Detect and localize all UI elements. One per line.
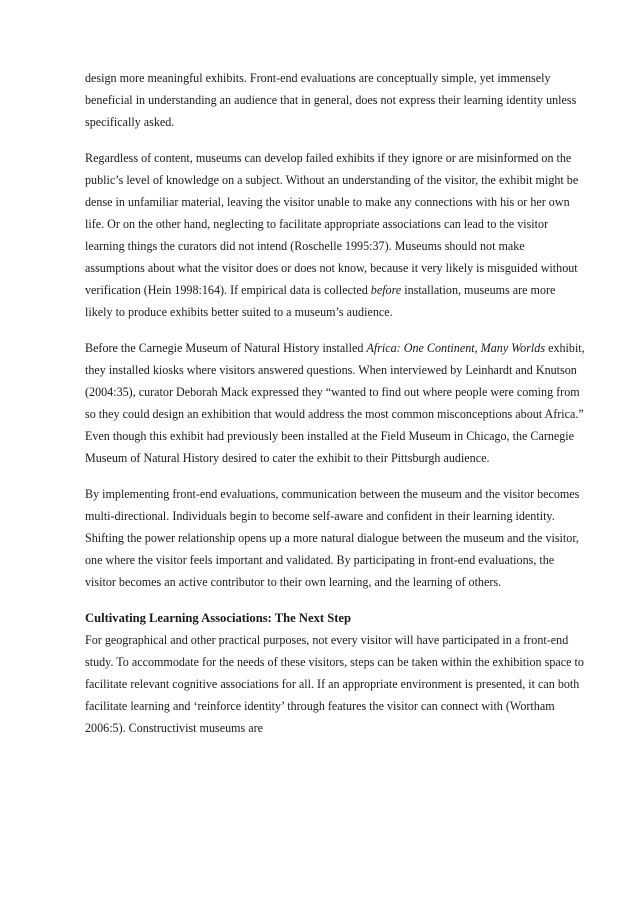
emphasis-text: before [370, 283, 402, 297]
exhibit-title: Africa: One Continent, Many Worlds [366, 341, 546, 355]
paragraph-multi-directional: By implementing front-end evaluations, communication between the museum and the visitor becomes multi-directional. Individuals begin to become self-aware and confident in their learning identity. Shifting the power relationship opens up a more natural dialogue between the museum and the visitor, one where the visitor feels important and validated. By participating in front-end evaluations, the visitor becomes an active contributor to their own learning, and the learning of others. [85, 487, 580, 589]
paragraph-text: Regardless of content, museums can develop failed exhibits if they ignore or are misinformed on the public’s level of knowledge on a subject. Without an understanding of the visitor, the exhibit might be dense in unfamiliar material, leaving the visitor unable to make any connections with his or her own life. Or on the other hand, neglecting to facilitate appropriate associations can lead to the visitor learning things the curators did not intend (Roschelle 1995:37). Museums should not make assumptions about what the visitor does or does not know, because it very likely is misguided without verification (Hein 1998:164). If empirical data is collected [85, 151, 579, 297]
document-body [85, 67, 585, 753]
paragraph-failed-exhibits [85, 147, 585, 323]
paragraph-text: Before the Carnegie Museum of Natural History installed [85, 341, 367, 355]
paragraph-text: installation, museums are more likely to produce exhibits better suited to a museum’s audience. [85, 283, 556, 319]
paragraph-text: exhibit, they installed kiosks where visitors answered questions. When interviewed by Leinhardt and Knutson (2004:35), curator Deborah Mack expressed they “wanted to find out where people were coming from so they could design an exhibition that would address the most common misconceptions about Africa.” Even though this exhibit had previously been installed at the Field Museum in Chicago, the Carnegie Museum of Natural History desired to cater the exhibit to their Pittsburgh audience. [85, 341, 585, 465]
paragraph-front-end-intro: design more meaningful exhibits. Front-end evaluations are conceptually simple, yet immensely beneficial in understanding an audience that in general, does not express their learning identity unless specifically asked. [85, 71, 577, 129]
paragraph-carnegie-museum [85, 337, 585, 469]
paragraph-next-step: For geographical and other practical purposes, not every visitor will have participated in a front-end study. To accommodate for the needs of these visitors, steps can be taken within the exhibition space to facilitate relevant cognitive associations for all. If an appropriate environment is presented, it can both facilitate learning and ‘reinforce identity’ through features the visitor can connect with (Wortham 2006:5). Constructivist museums are [85, 633, 584, 735]
section-heading: Cultivating Learning Associations: The Next Step [85, 611, 352, 625]
